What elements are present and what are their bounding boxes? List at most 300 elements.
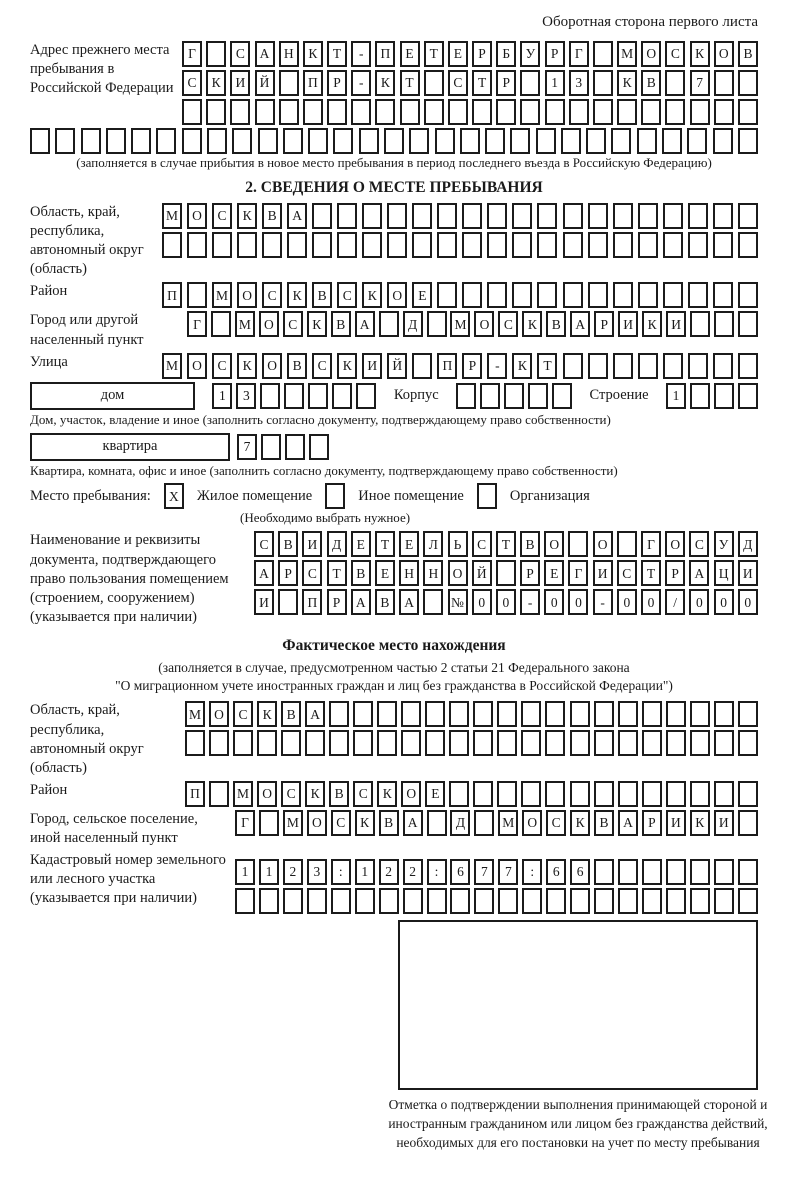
char-cell[interactable] (618, 730, 638, 756)
char-cell[interactable]: В (351, 560, 371, 586)
char-cell[interactable]: К (305, 781, 325, 807)
char-cell[interactable] (638, 232, 658, 258)
char-cell[interactable] (594, 730, 614, 756)
char-cell[interactable]: Т (641, 560, 661, 586)
char-cell[interactable]: Р (594, 311, 614, 337)
char-cell[interactable] (279, 99, 299, 125)
char-cell[interactable] (688, 353, 708, 379)
char-cell[interactable] (510, 128, 530, 154)
char-cell[interactable]: Е (375, 560, 395, 586)
char-cell[interactable] (187, 282, 207, 308)
char-cell[interactable] (617, 531, 637, 557)
char-cell[interactable] (362, 232, 382, 258)
char-cell[interactable] (663, 353, 683, 379)
street-cells-row[interactable] (162, 353, 758, 379)
char-cell[interactable] (594, 701, 614, 727)
char-cell[interactable]: С (302, 560, 322, 586)
char-cell[interactable]: Ц (714, 560, 734, 586)
char-cell[interactable]: К (337, 353, 357, 379)
char-cell[interactable] (353, 730, 373, 756)
stroenie-cells[interactable] (666, 383, 758, 409)
char-cell[interactable]: К (642, 311, 662, 337)
char-cell[interactable] (738, 70, 758, 96)
char-cell[interactable]: X (164, 483, 184, 509)
char-cell[interactable]: Г (641, 531, 661, 557)
char-cell[interactable]: О (307, 810, 327, 836)
char-cell[interactable]: 0 (568, 589, 588, 615)
char-cell[interactable]: М (162, 353, 182, 379)
char-cell[interactable]: 7 (474, 859, 494, 885)
char-cell[interactable] (714, 70, 734, 96)
char-cell[interactable]: О (401, 781, 421, 807)
char-cell[interactable]: 2 (379, 859, 399, 885)
char-cell[interactable] (262, 232, 282, 258)
char-cell[interactable]: К (307, 311, 327, 337)
char-cell[interactable]: С (230, 41, 250, 67)
char-cell[interactable]: Й (255, 70, 275, 96)
char-cell[interactable]: - (351, 41, 371, 67)
char-cell[interactable]: А (254, 560, 274, 586)
char-cell[interactable] (462, 203, 482, 229)
char-cell[interactable]: Т (496, 531, 516, 557)
city-cells-row[interactable] (187, 311, 758, 349)
char-cell[interactable] (255, 99, 275, 125)
char-cell[interactable]: Т (327, 560, 347, 586)
char-cell[interactable]: К (362, 282, 382, 308)
char-cell[interactable]: К (377, 781, 397, 807)
char-cell[interactable]: О (237, 282, 257, 308)
char-cell[interactable]: Д (450, 810, 470, 836)
char-cell[interactable] (521, 781, 541, 807)
char-cell[interactable] (182, 128, 202, 154)
char-cell[interactable] (690, 888, 710, 914)
char-cell[interactable]: Г (182, 41, 202, 67)
char-cell[interactable] (714, 730, 734, 756)
char-cell[interactable] (351, 99, 371, 125)
char-cell[interactable] (477, 483, 497, 509)
char-cell[interactable] (528, 383, 548, 409)
char-cell[interactable]: И (302, 531, 322, 557)
char-cell[interactable]: С (212, 203, 232, 229)
char-cell[interactable] (497, 701, 517, 727)
char-cell[interactable] (329, 701, 349, 727)
char-cell[interactable] (594, 859, 614, 885)
fact-district-cells-row[interactable] (185, 781, 758, 807)
char-cell[interactable] (333, 128, 353, 154)
char-cell[interactable]: 1 (212, 383, 232, 409)
char-cell[interactable] (353, 701, 373, 727)
char-cell[interactable] (283, 888, 303, 914)
char-cell[interactable] (738, 810, 758, 836)
char-cell[interactable] (588, 203, 608, 229)
char-cell[interactable] (278, 589, 298, 615)
prev-address-cells-row-1[interactable] (182, 41, 758, 67)
char-cell[interactable]: С (283, 311, 303, 337)
char-cell[interactable] (131, 128, 151, 154)
prev-address-cells-row-3[interactable] (182, 99, 758, 125)
char-cell[interactable]: 2 (403, 859, 423, 885)
char-cell[interactable] (377, 701, 397, 727)
district-cells-row[interactable] (162, 282, 758, 308)
char-cell[interactable]: С (448, 70, 468, 96)
char-cell[interactable] (487, 232, 507, 258)
char-cell[interactable]: И (714, 810, 734, 836)
char-cell[interactable]: 2 (283, 859, 303, 885)
char-cell[interactable]: К (237, 353, 257, 379)
char-cell[interactable] (425, 730, 445, 756)
char-cell[interactable] (546, 888, 566, 914)
char-cell[interactable] (258, 128, 278, 154)
document-cells-row-2[interactable] (254, 560, 758, 586)
char-cell[interactable]: Д (738, 531, 758, 557)
char-cell[interactable] (235, 888, 255, 914)
char-cell[interactable]: А (355, 311, 375, 337)
char-cell[interactable] (570, 701, 590, 727)
char-cell[interactable] (666, 888, 686, 914)
char-cell[interactable] (713, 232, 733, 258)
char-cell[interactable]: Л (423, 531, 443, 557)
char-cell[interactable]: № (448, 589, 468, 615)
char-cell[interactable]: Т (537, 353, 557, 379)
char-cell[interactable]: О (714, 41, 734, 67)
char-cell[interactable]: А (305, 701, 325, 727)
char-cell[interactable] (663, 232, 683, 258)
char-cell[interactable]: 0 (738, 589, 758, 615)
char-cell[interactable]: Т (375, 531, 395, 557)
char-cell[interactable]: Й (472, 560, 492, 586)
region-cells-row-1[interactable] (162, 203, 758, 229)
char-cell[interactable]: 0 (714, 589, 734, 615)
char-cell[interactable] (377, 730, 397, 756)
char-cell[interactable]: Р (520, 560, 540, 586)
char-cell[interactable]: 0 (544, 589, 564, 615)
char-cell[interactable] (641, 99, 661, 125)
char-cell[interactable]: О (544, 531, 564, 557)
char-cell[interactable] (375, 99, 395, 125)
char-cell[interactable] (379, 311, 399, 337)
char-cell[interactable]: С (262, 282, 282, 308)
checkbox-other-premises[interactable] (325, 483, 345, 509)
char-cell[interactable]: Е (399, 531, 419, 557)
char-cell[interactable] (412, 203, 432, 229)
char-cell[interactable] (714, 781, 734, 807)
char-cell[interactable]: О (387, 282, 407, 308)
char-cell[interactable] (665, 99, 685, 125)
char-cell[interactable] (714, 859, 734, 885)
document-cells-row-3[interactable] (254, 589, 758, 615)
char-cell[interactable] (713, 203, 733, 229)
char-cell[interactable] (259, 810, 279, 836)
char-cell[interactable] (212, 232, 232, 258)
char-cell[interactable]: В (331, 311, 351, 337)
char-cell[interactable] (287, 232, 307, 258)
char-cell[interactable]: У (714, 531, 734, 557)
char-cell[interactable] (261, 434, 281, 460)
char-cell[interactable]: К (522, 311, 542, 337)
char-cell[interactable]: Р (472, 41, 492, 67)
char-cell[interactable] (187, 232, 207, 258)
char-cell[interactable]: В (546, 311, 566, 337)
char-cell[interactable] (450, 888, 470, 914)
char-cell[interactable]: К (617, 70, 637, 96)
char-cell[interactable]: Р (496, 70, 516, 96)
char-cell[interactable]: К (570, 810, 590, 836)
char-cell[interactable] (425, 701, 445, 727)
char-cell[interactable]: С (254, 531, 274, 557)
char-cell[interactable] (738, 383, 758, 409)
char-cell[interactable]: В (329, 781, 349, 807)
char-cell[interactable] (690, 730, 710, 756)
char-cell[interactable]: К (375, 70, 395, 96)
cadastre-cells-row-2[interactable] (235, 888, 758, 914)
char-cell[interactable] (496, 560, 516, 586)
char-cell[interactable] (713, 128, 733, 154)
char-cell[interactable] (460, 128, 480, 154)
char-cell[interactable] (308, 383, 328, 409)
char-cell[interactable] (690, 781, 710, 807)
char-cell[interactable] (642, 888, 662, 914)
char-cell[interactable] (593, 99, 613, 125)
char-cell[interactable] (312, 203, 332, 229)
char-cell[interactable] (424, 99, 444, 125)
char-cell[interactable]: К (237, 203, 257, 229)
char-cell[interactable]: Е (544, 560, 564, 586)
char-cell[interactable]: - (593, 589, 613, 615)
char-cell[interactable] (331, 888, 351, 914)
char-cell[interactable]: 7 (498, 859, 518, 885)
char-cell[interactable] (569, 99, 589, 125)
char-cell[interactable]: М (162, 203, 182, 229)
char-cell[interactable] (613, 232, 633, 258)
char-cell[interactable] (714, 888, 734, 914)
char-cell[interactable]: В (520, 531, 540, 557)
char-cell[interactable] (412, 232, 432, 258)
char-cell[interactable] (233, 730, 253, 756)
char-cell[interactable] (259, 888, 279, 914)
char-cell[interactable]: О (257, 781, 277, 807)
char-cell[interactable]: : (331, 859, 351, 885)
char-cell[interactable] (618, 781, 638, 807)
char-cell[interactable] (738, 701, 758, 727)
char-cell[interactable] (537, 203, 557, 229)
char-cell[interactable]: О (259, 311, 279, 337)
char-cell[interactable] (593, 70, 613, 96)
apartment-cells[interactable] (237, 434, 329, 460)
char-cell[interactable]: Г (187, 311, 207, 337)
char-cell[interactable] (613, 353, 633, 379)
char-cell[interactable]: - (487, 353, 507, 379)
char-cell[interactable] (738, 859, 758, 885)
char-cell[interactable] (412, 353, 432, 379)
char-cell[interactable] (182, 99, 202, 125)
char-cell[interactable]: С (331, 810, 351, 836)
char-cell[interactable] (329, 730, 349, 756)
char-cell[interactable] (545, 701, 565, 727)
char-cell[interactable]: В (312, 282, 332, 308)
char-cell[interactable]: И (254, 589, 274, 615)
char-cell[interactable]: В (379, 810, 399, 836)
char-cell[interactable] (356, 383, 376, 409)
char-cell[interactable]: О (187, 203, 207, 229)
char-cell[interactable] (462, 232, 482, 258)
char-cell[interactable]: А (689, 560, 709, 586)
char-cell[interactable]: С (472, 531, 492, 557)
char-cell[interactable] (285, 434, 305, 460)
char-cell[interactable]: Р (327, 70, 347, 96)
char-cell[interactable]: 0 (689, 589, 709, 615)
char-cell[interactable] (437, 282, 457, 308)
char-cell[interactable] (588, 282, 608, 308)
korpus-cells[interactable] (456, 383, 572, 409)
char-cell[interactable] (206, 99, 226, 125)
char-cell[interactable]: Г (235, 810, 255, 836)
char-cell[interactable]: 0 (641, 589, 661, 615)
char-cell[interactable]: А (570, 311, 590, 337)
char-cell[interactable] (473, 781, 493, 807)
char-cell[interactable] (185, 730, 205, 756)
char-cell[interactable]: К (287, 282, 307, 308)
fact-region-cells-row-1[interactable] (185, 701, 758, 727)
char-cell[interactable] (156, 128, 176, 154)
char-cell[interactable] (568, 531, 588, 557)
char-cell[interactable]: Н (399, 560, 419, 586)
char-cell[interactable] (688, 203, 708, 229)
char-cell[interactable]: К (355, 810, 375, 836)
char-cell[interactable]: 3 (236, 383, 256, 409)
char-cell[interactable] (487, 203, 507, 229)
char-cell[interactable] (666, 701, 686, 727)
char-cell[interactable] (207, 128, 227, 154)
char-cell[interactable] (106, 128, 126, 154)
char-cell[interactable] (424, 70, 444, 96)
char-cell[interactable] (303, 99, 323, 125)
char-cell[interactable] (437, 203, 457, 229)
char-cell[interactable]: 6 (546, 859, 566, 885)
char-cell[interactable] (308, 128, 328, 154)
char-cell[interactable]: - (351, 70, 371, 96)
char-cell[interactable] (665, 70, 685, 96)
char-cell[interactable]: Е (412, 282, 432, 308)
char-cell[interactable] (666, 859, 686, 885)
char-cell[interactable]: Н (279, 41, 299, 67)
char-cell[interactable]: 0 (472, 589, 492, 615)
char-cell[interactable] (448, 99, 468, 125)
char-cell[interactable]: Е (425, 781, 445, 807)
char-cell[interactable] (427, 810, 447, 836)
char-cell[interactable] (384, 128, 404, 154)
char-cell[interactable] (230, 99, 250, 125)
char-cell[interactable] (423, 589, 443, 615)
char-cell[interactable] (521, 701, 541, 727)
char-cell[interactable] (521, 730, 541, 756)
char-cell[interactable]: О (262, 353, 282, 379)
char-cell[interactable] (690, 99, 710, 125)
prev-address-cells-row-2[interactable] (182, 70, 758, 96)
char-cell[interactable] (617, 99, 637, 125)
char-cell[interactable] (662, 128, 682, 154)
char-cell[interactable]: Н (423, 560, 443, 586)
char-cell[interactable] (690, 859, 710, 885)
char-cell[interactable]: В (278, 531, 298, 557)
char-cell[interactable] (537, 282, 557, 308)
char-cell[interactable]: 6 (570, 859, 590, 885)
char-cell[interactable] (594, 888, 614, 914)
char-cell[interactable] (638, 353, 658, 379)
char-cell[interactable] (563, 232, 583, 258)
char-cell[interactable]: С (337, 282, 357, 308)
char-cell[interactable]: Т (327, 41, 347, 67)
char-cell[interactable]: П (375, 41, 395, 67)
char-cell[interactable]: В (641, 70, 661, 96)
char-cell[interactable] (409, 128, 429, 154)
char-cell[interactable] (437, 232, 457, 258)
char-cell[interactable] (400, 99, 420, 125)
char-cell[interactable] (561, 128, 581, 154)
char-cell[interactable]: 1 (355, 859, 375, 885)
char-cell[interactable] (593, 41, 613, 67)
char-cell[interactable]: Е (351, 531, 371, 557)
char-cell[interactable] (563, 282, 583, 308)
char-cell[interactable]: И (738, 560, 758, 586)
char-cell[interactable] (738, 353, 758, 379)
char-cell[interactable] (473, 701, 493, 727)
char-cell[interactable]: Т (400, 70, 420, 96)
char-cell[interactable]: К (690, 810, 710, 836)
char-cell[interactable]: 1 (235, 859, 255, 885)
char-cell[interactable]: А (255, 41, 275, 67)
char-cell[interactable] (472, 99, 492, 125)
char-cell[interactable]: С (281, 781, 301, 807)
char-cell[interactable] (688, 282, 708, 308)
char-cell[interactable] (309, 434, 329, 460)
char-cell[interactable] (738, 888, 758, 914)
char-cell[interactable] (257, 730, 277, 756)
prev-address-cells-row-4[interactable] (30, 128, 758, 154)
char-cell[interactable] (738, 311, 758, 337)
char-cell[interactable] (355, 888, 375, 914)
char-cell[interactable]: 1 (666, 383, 686, 409)
char-cell[interactable] (663, 282, 683, 308)
char-cell[interactable]: А (351, 589, 371, 615)
char-cell[interactable]: В (594, 810, 614, 836)
char-cell[interactable]: С (182, 70, 202, 96)
char-cell[interactable] (284, 383, 304, 409)
char-cell[interactable] (738, 232, 758, 258)
char-cell[interactable]: Й (387, 353, 407, 379)
char-cell[interactable]: А (403, 810, 423, 836)
char-cell[interactable] (570, 781, 590, 807)
char-cell[interactable] (642, 859, 662, 885)
char-cell[interactable] (498, 888, 518, 914)
char-cell[interactable] (642, 701, 662, 727)
char-cell[interactable] (713, 353, 733, 379)
char-cell[interactable]: С (689, 531, 709, 557)
char-cell[interactable] (485, 128, 505, 154)
char-cell[interactable]: Т (472, 70, 492, 96)
char-cell[interactable] (537, 232, 557, 258)
char-cell[interactable]: О (641, 41, 661, 67)
char-cell[interactable]: С (233, 701, 253, 727)
char-cell[interactable]: Б (496, 41, 516, 67)
char-cell[interactable]: С (353, 781, 373, 807)
char-cell[interactable]: С (212, 353, 232, 379)
char-cell[interactable] (427, 311, 447, 337)
char-cell[interactable] (449, 701, 469, 727)
document-cells-row-1[interactable] (254, 531, 758, 557)
char-cell[interactable] (638, 203, 658, 229)
char-cell[interactable] (81, 128, 101, 154)
char-cell[interactable]: С (665, 41, 685, 67)
